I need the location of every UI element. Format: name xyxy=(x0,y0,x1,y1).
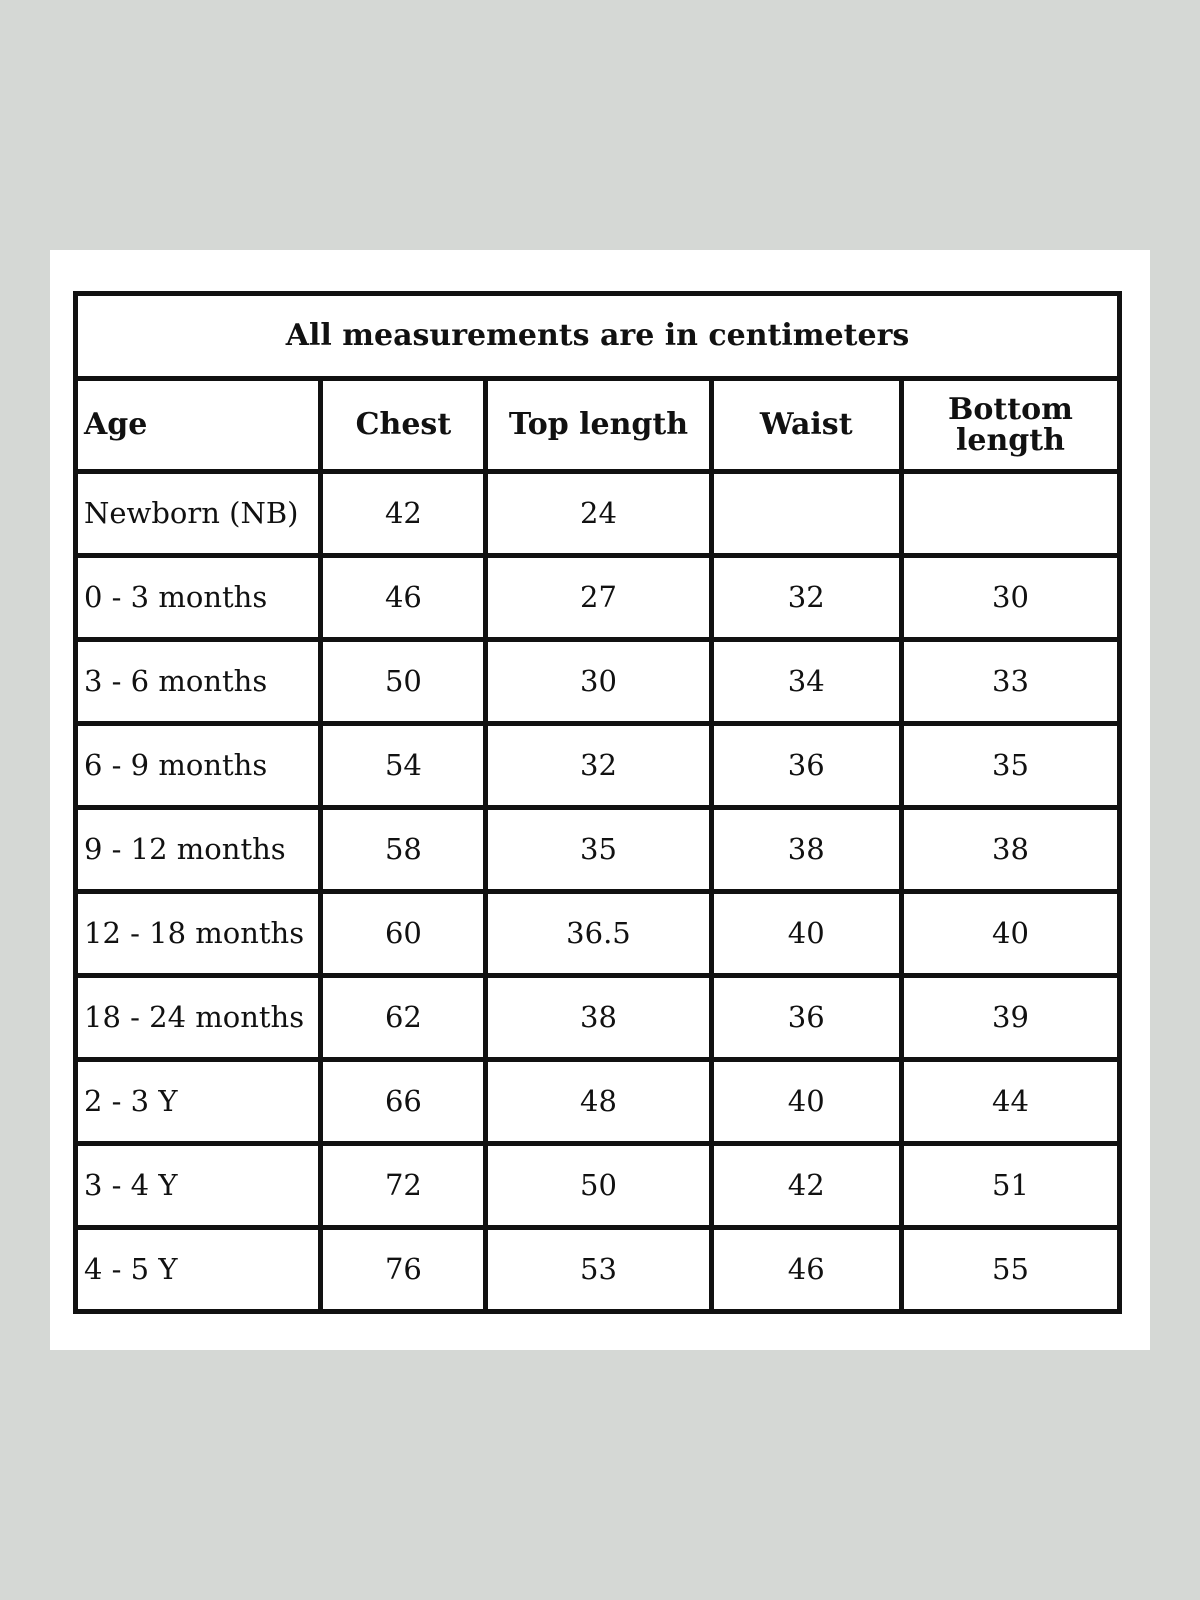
cell-top-length: 36.5 xyxy=(486,892,711,976)
cell-bottom-length: 51 xyxy=(901,1144,1119,1228)
cell-top-length: 27 xyxy=(486,556,711,640)
cell-bottom-length: 33 xyxy=(901,640,1119,724)
cell-age: 9 - 12 months xyxy=(76,808,321,892)
cell-age: 0 - 3 months xyxy=(76,556,321,640)
cell-chest: 42 xyxy=(321,472,486,556)
table-row xyxy=(76,1144,1120,1228)
cell-chest: 54 xyxy=(321,724,486,808)
cell-top-length: 24 xyxy=(486,472,711,556)
header-age: Age xyxy=(76,379,321,472)
header-waist: Waist xyxy=(711,379,901,472)
cell-chest: 76 xyxy=(321,1228,486,1312)
cell-chest: 60 xyxy=(321,892,486,976)
cell-waist: 46 xyxy=(711,1228,901,1312)
cell-bottom-length: 39 xyxy=(901,976,1119,1060)
cell-chest: 72 xyxy=(321,1144,486,1228)
cell-age: 3 - 6 months xyxy=(76,640,321,724)
table-row xyxy=(76,808,1120,892)
table-row xyxy=(76,472,1120,556)
cell-waist: 38 xyxy=(711,808,901,892)
cell-age: 3 - 4 Y xyxy=(76,1144,321,1228)
cell-top-length: 35 xyxy=(486,808,711,892)
caption-row xyxy=(76,294,1120,379)
cell-chest: 62 xyxy=(321,976,486,1060)
cell-bottom-length: 44 xyxy=(901,1060,1119,1144)
cell-top-length: 32 xyxy=(486,724,711,808)
cell-chest: 50 xyxy=(321,640,486,724)
cell-bottom-length: 35 xyxy=(901,724,1119,808)
cell-top-length: 48 xyxy=(486,1060,711,1144)
cell-waist: 36 xyxy=(711,724,901,808)
cell-top-length: 38 xyxy=(486,976,711,1060)
cell-chest: 66 xyxy=(321,1060,486,1144)
cell-age: 2 - 3 Y xyxy=(76,1060,321,1144)
cell-waist: 40 xyxy=(711,892,901,976)
cell-bottom-length: 40 xyxy=(901,892,1119,976)
table-row xyxy=(76,556,1120,640)
cell-bottom-length xyxy=(901,472,1119,556)
cell-age: 6 - 9 months xyxy=(76,724,321,808)
table-row xyxy=(76,892,1120,976)
header-top-length: Top length xyxy=(486,379,711,472)
table-row xyxy=(76,976,1120,1060)
cell-waist: 40 xyxy=(711,1060,901,1144)
cell-chest: 58 xyxy=(321,808,486,892)
table-row xyxy=(76,1060,1120,1144)
cell-age: 12 - 18 months xyxy=(76,892,321,976)
table-row xyxy=(76,724,1120,808)
size-chart-card xyxy=(50,250,1150,1350)
header-row xyxy=(76,379,1120,472)
cell-top-length: 53 xyxy=(486,1228,711,1312)
table-row xyxy=(76,1228,1120,1312)
cell-waist: 34 xyxy=(711,640,901,724)
cell-chest: 46 xyxy=(321,556,486,640)
header-chest: Chest xyxy=(321,379,486,472)
cell-waist: 42 xyxy=(711,1144,901,1228)
cell-top-length: 30 xyxy=(486,640,711,724)
size-chart-table xyxy=(73,291,1122,1314)
table-row xyxy=(76,640,1120,724)
table-caption: All measurements are in centimeters xyxy=(76,294,1120,379)
cell-age: 4 - 5 Y xyxy=(76,1228,321,1312)
cell-top-length: 50 xyxy=(486,1144,711,1228)
header-bottom-length: Bottom length xyxy=(901,379,1119,472)
cell-bottom-length: 30 xyxy=(901,556,1119,640)
cell-age: 18 - 24 months xyxy=(76,976,321,1060)
cell-bottom-length: 38 xyxy=(901,808,1119,892)
cell-waist: 36 xyxy=(711,976,901,1060)
cell-waist xyxy=(711,472,901,556)
cell-waist: 32 xyxy=(711,556,901,640)
cell-age: Newborn (NB) xyxy=(76,472,321,556)
cell-bottom-length: 55 xyxy=(901,1228,1119,1312)
